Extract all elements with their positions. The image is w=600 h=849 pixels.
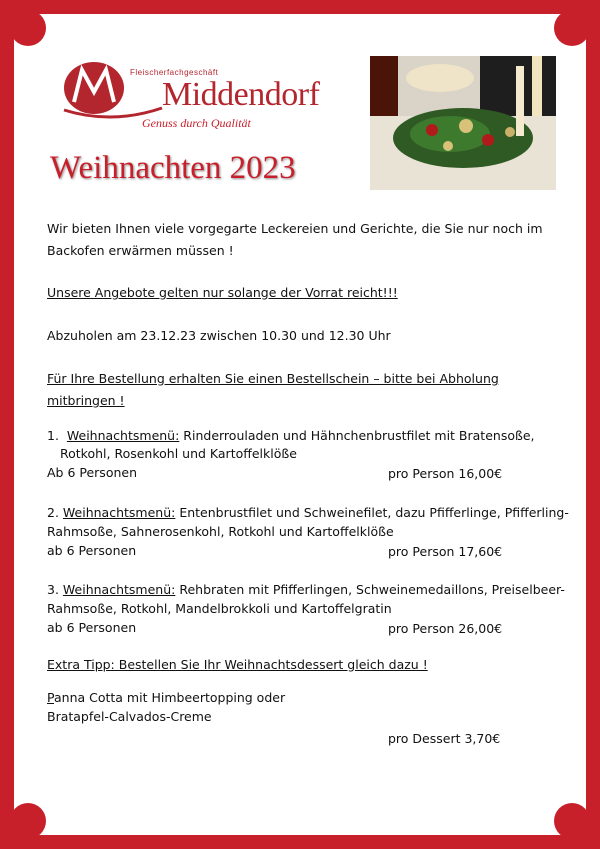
menu-persons: ab 6 Personen: [47, 620, 137, 635]
menu-price: pro Person 26,00€: [388, 621, 503, 636]
menu-number: 2.: [47, 505, 59, 520]
menu-number: 3.: [47, 582, 59, 597]
intro-line-2: Backofen erwärmen müssen !: [47, 243, 234, 258]
availability-notice: Unsere Angebote gelten nur solange der Vorrat reicht!!!: [47, 285, 398, 300]
extra-tip: Extra Tipp: Bestellen Sie Ihr Weihnachtsdessert gleich dazu !: [47, 657, 428, 672]
menu-description: Rehbraten mit Pfifferlingen, Schweinemedaillons, Preiselbeer-: [175, 582, 565, 597]
dessert-initial: P: [47, 690, 54, 705]
corner-notch: [10, 803, 46, 839]
menu-price: pro Person 16,00€: [388, 466, 503, 481]
menu-label: Weihnachtsmenü:: [62, 505, 176, 520]
menu-description-2: Rahmsoße, Rotkohl, Mandelbrokkoli und Kartoffelgratin: [47, 601, 392, 616]
dessert-text: anna Cotta mit Himbeertopping oder: [53, 690, 286, 705]
company-logo: [52, 50, 322, 140]
menu-description-2: Rotkohl, Rosenkohl und Kartoffelklöße: [60, 446, 297, 461]
dessert-line-2: Bratapfel-Calvados-Creme: [47, 709, 212, 724]
menu-number: 1.: [47, 428, 59, 443]
page-title: Weihnachten 2023: [50, 150, 296, 186]
logo-subtitle: Fleischerfachgeschäft: [130, 68, 219, 77]
logo-tagline: Genuss durch Qualität: [142, 116, 251, 130]
intro-line-1: Wir bieten Ihnen viele vorgegarte Leckereien und Gerichte, die Sie nur noch im: [47, 221, 543, 236]
menu-description: Rinderrouladen und Hähnchenbrustfilet mit Bratensoße,: [179, 428, 535, 443]
pickup-info: Abzuholen am 23.12.23 zwischen 10.30 und 12.30 Uhr: [47, 328, 391, 343]
christmas-table-photo: [370, 56, 556, 190]
logo-name: Middendorf: [162, 76, 320, 113]
menu-persons: Ab 6 Personen: [47, 465, 138, 480]
menu-description-2: Rahmsoße, Sahnerosenkohl, Rotkohl und Kartoffelklöße: [47, 524, 394, 539]
menu-label: Weihnachtsmenü:: [66, 428, 180, 443]
corner-notch: [554, 803, 590, 839]
menu-price: pro Person 17,60€: [388, 544, 503, 559]
menu-description: Entenbrustfilet und Schweinefilet, dazu Pfifferlinge, Pfifferling-: [175, 505, 569, 520]
menu-label: Weihnachtsmenü:: [62, 582, 176, 597]
photo-illustration: [370, 56, 556, 190]
corner-notch: [554, 10, 590, 46]
order-note-line-2: mitbringen !: [47, 393, 125, 408]
corner-notch: [10, 10, 46, 46]
order-note-line-1: Für Ihre Bestellung erhalten Sie einen Bestellschein – bitte bei Abholung: [47, 371, 499, 386]
dessert-price: pro Dessert 3,70€: [388, 731, 501, 746]
menu-persons: ab 6 Personen: [47, 543, 137, 558]
